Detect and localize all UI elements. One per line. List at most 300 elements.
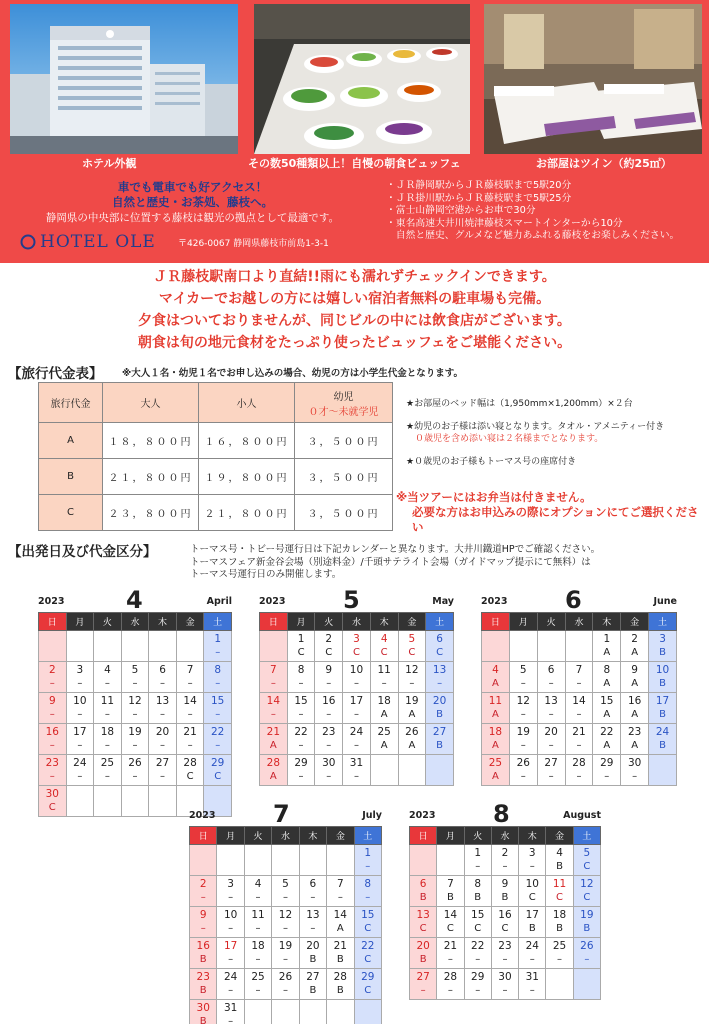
day-number: 29 xyxy=(361,971,375,983)
price-class: – xyxy=(187,709,193,720)
calendar-week xyxy=(39,662,232,693)
day-number: 30 xyxy=(627,757,642,769)
price-class: – xyxy=(104,678,110,689)
day-number: 1 xyxy=(603,633,611,645)
calendar-week xyxy=(260,693,454,724)
day-number: 7 xyxy=(575,664,583,676)
price-code: B xyxy=(39,459,103,495)
day-number: 24 xyxy=(349,726,364,738)
day-number: 20 xyxy=(544,726,558,738)
calendar-day xyxy=(121,662,149,693)
calendar-day xyxy=(398,631,426,662)
price-class: – xyxy=(353,678,359,689)
calendar-day xyxy=(121,786,149,817)
day-number: 13 xyxy=(432,664,447,676)
price-class: – xyxy=(520,740,526,751)
calendar-year: 2023 xyxy=(259,596,286,607)
price-class: – xyxy=(132,709,138,720)
calendar-day xyxy=(66,662,94,693)
day-number: 28 xyxy=(266,757,281,769)
note-bed: ★お部屋のベッド幅は（1,950mm×1,200mm）×２台 xyxy=(406,399,633,409)
day-number: 25 xyxy=(552,940,567,952)
calendar-day xyxy=(121,693,149,724)
calendar-week xyxy=(260,724,454,755)
calendar-day xyxy=(327,907,354,938)
calendar-day xyxy=(299,907,326,938)
day-number: 23 xyxy=(196,971,210,983)
calendar-day xyxy=(546,969,573,1000)
day-number: 2 xyxy=(199,878,207,890)
weekday-header: 月 xyxy=(217,827,244,845)
price-class: B xyxy=(336,985,344,996)
calendar-day xyxy=(190,907,217,938)
day-number: 10 xyxy=(349,664,364,676)
day-number: 10 xyxy=(73,695,87,707)
calendar-day xyxy=(176,693,204,724)
price-class: – xyxy=(576,709,582,720)
price-class: A xyxy=(492,709,499,720)
calendar-day xyxy=(649,693,677,724)
calendar-week xyxy=(190,1000,382,1024)
day-number: 18 xyxy=(552,909,567,921)
day-number: 15 xyxy=(361,909,375,921)
calendar-week xyxy=(39,724,232,755)
calendar-day xyxy=(354,938,381,969)
day-number: 21 xyxy=(333,940,347,952)
calendar-day xyxy=(354,969,381,1000)
price-class: B xyxy=(659,740,666,751)
day-number: 30 xyxy=(498,971,512,983)
day-number: 15 xyxy=(294,695,308,707)
day-number: 20 xyxy=(306,940,320,952)
calendar-day xyxy=(565,693,593,724)
calendar-day xyxy=(573,938,600,969)
calendar-day xyxy=(573,876,600,907)
price-class: C xyxy=(325,647,333,658)
price-class: A xyxy=(603,678,611,689)
intro-line-3: 静岡県の中央部に位置する藤枝は観光の拠点として最適です。 xyxy=(45,212,340,224)
price-class: – xyxy=(270,709,276,720)
day-number: 27 xyxy=(306,971,320,983)
calendar-week xyxy=(410,845,601,876)
day-number: 5 xyxy=(282,878,289,890)
day-number: 20 xyxy=(432,695,447,707)
price-class: A xyxy=(269,740,277,751)
day-number: 4 xyxy=(492,664,499,676)
calendar-week xyxy=(39,755,232,786)
day-number: 6 xyxy=(419,878,427,890)
price-class: – xyxy=(77,709,83,720)
price-class: – xyxy=(604,771,610,782)
calendar-day xyxy=(315,693,343,724)
header-infant-age: ０才～未就学児 xyxy=(308,406,379,418)
calendar-day xyxy=(509,693,537,724)
calendar-day xyxy=(491,938,518,969)
price-class: – xyxy=(282,923,288,934)
price-class: – xyxy=(310,892,316,903)
twin-room-photo xyxy=(484,4,702,154)
weekday-header: 火 xyxy=(537,613,565,631)
calendar-day xyxy=(260,693,288,724)
calendar-day xyxy=(565,662,593,693)
calendar-week xyxy=(482,693,677,724)
price-class: C xyxy=(583,892,591,903)
day-number: 24 xyxy=(655,726,670,738)
hotel-address: 〒426-0067 静岡県藤枝市前島1-3-1 xyxy=(178,239,329,249)
calendar-day xyxy=(327,938,354,969)
day-number: 26 xyxy=(516,757,530,769)
day-number: 12 xyxy=(128,695,142,707)
day-number: 19 xyxy=(278,940,293,952)
calendar-day xyxy=(217,969,244,1000)
calendar-day xyxy=(176,631,204,662)
calendar-day xyxy=(272,845,299,876)
calendar-day xyxy=(94,631,122,662)
calendar-day xyxy=(217,876,244,907)
calendar-day xyxy=(94,662,122,693)
price-class: – xyxy=(548,709,554,720)
calendar-day xyxy=(426,755,454,786)
calendar-may xyxy=(259,586,454,786)
calendar-week xyxy=(260,755,454,786)
caption-buffet: その数50種類以上！自慢の朝食ビュッフェ xyxy=(248,157,461,170)
day-number: 24 xyxy=(73,757,87,769)
access-line: ・ＪＲ静岡駅からＪＲ藤枝駅まで5駅20分 xyxy=(386,180,572,191)
price-adult: １８，８００円 xyxy=(103,423,199,459)
price-code: C xyxy=(39,495,103,531)
calendar-month-name: July xyxy=(362,810,382,821)
price-class: – xyxy=(475,954,481,965)
day-number: 11 xyxy=(377,664,391,676)
day-number: 21 xyxy=(266,726,281,738)
calendar-day xyxy=(437,907,464,938)
calendar-week xyxy=(482,755,677,786)
calendar-day xyxy=(593,631,621,662)
weekday-header: 金 xyxy=(176,613,204,631)
day-number: 1 xyxy=(297,633,305,645)
price-class: B xyxy=(659,647,666,658)
day-number: 16 xyxy=(196,940,210,952)
price-class: C xyxy=(364,985,372,996)
calendar-day xyxy=(343,755,371,786)
day-number: 22 xyxy=(211,726,225,738)
price-class: C xyxy=(352,647,360,658)
day-number: 23 xyxy=(322,726,336,738)
price-class: A xyxy=(336,923,344,934)
calendar-day xyxy=(398,755,426,786)
calendar-day xyxy=(327,845,354,876)
price-class: C xyxy=(408,647,416,658)
calendar-day xyxy=(272,969,299,1000)
calendar-day xyxy=(426,724,454,755)
calendar-day xyxy=(398,693,426,724)
price-class: C xyxy=(436,647,444,658)
day-number: 29 xyxy=(294,757,308,769)
price-class: C xyxy=(419,923,427,934)
dates-note xyxy=(190,544,600,582)
hotel-exterior-photo xyxy=(10,4,238,154)
price-class: – xyxy=(632,771,638,782)
calendar-day xyxy=(519,938,546,969)
day-number: 6 xyxy=(436,633,443,645)
calendar-day xyxy=(204,724,232,755)
calendar-day xyxy=(260,755,288,786)
calendar-july xyxy=(189,800,382,1024)
day-number: 17 xyxy=(73,726,87,738)
calendar-day xyxy=(410,876,437,907)
day-number: 25 xyxy=(488,757,503,769)
day-number: 8 xyxy=(603,664,611,676)
calendar-day xyxy=(649,631,677,662)
calendar-week xyxy=(190,938,382,969)
day-number: 26 xyxy=(278,971,293,983)
calendar-week xyxy=(482,662,677,693)
calendar-week xyxy=(410,969,601,1000)
calendar-day xyxy=(299,845,326,876)
price-class: – xyxy=(160,740,166,751)
calendar-day xyxy=(464,938,491,969)
day-number: 8 xyxy=(364,878,372,890)
calendar-day xyxy=(370,662,398,693)
price-class: C xyxy=(48,802,56,813)
calendar-month-number: 6 xyxy=(565,586,582,614)
calendar-day xyxy=(217,845,244,876)
day-number: 8 xyxy=(214,664,222,676)
day-number: 30 xyxy=(322,757,336,769)
calendar-day xyxy=(370,755,398,786)
calendar-day xyxy=(509,755,537,786)
calendar-week xyxy=(39,631,232,662)
calendar-month-name: May xyxy=(432,596,454,607)
calendar-day xyxy=(410,938,437,969)
day-number: 27 xyxy=(416,971,430,983)
weekday-header: 日 xyxy=(482,613,510,631)
day-number: 10 xyxy=(655,664,670,676)
header-adult: 大人 xyxy=(103,383,199,423)
day-number: 14 xyxy=(572,695,586,707)
calendar-day xyxy=(94,755,122,786)
weekday-header: 月 xyxy=(287,613,315,631)
price-class: B xyxy=(436,740,444,751)
calendar-day xyxy=(66,693,94,724)
hotel-name: HOTEL OLE xyxy=(40,232,156,252)
calendar-day xyxy=(121,755,149,786)
price-class: A xyxy=(492,740,499,751)
day-number: 18 xyxy=(488,726,503,738)
calendar-day xyxy=(426,662,454,693)
price-class: – xyxy=(576,740,582,751)
price-class: – xyxy=(557,954,563,965)
price-class: – xyxy=(49,678,55,689)
day-number: 4 xyxy=(380,633,388,645)
weekday-header: 金 xyxy=(546,827,573,845)
day-number: 29 xyxy=(600,757,614,769)
calendar-day xyxy=(272,876,299,907)
price-class: B xyxy=(556,923,563,934)
calendar-day xyxy=(244,938,271,969)
calendar-day xyxy=(299,969,326,1000)
day-number: 22 xyxy=(600,726,614,738)
day-number: 27 xyxy=(544,757,558,769)
calendar-month-name: June xyxy=(653,596,677,607)
price-infant: ３，５００円 xyxy=(295,495,393,531)
price-class: – xyxy=(255,892,261,903)
price-class: A xyxy=(492,771,499,782)
hotel-logo xyxy=(20,232,156,252)
calendar-day xyxy=(343,693,371,724)
price-class: – xyxy=(77,771,83,782)
calendar-day xyxy=(204,631,232,662)
note-seat: ★０歳児のお子様もトーマス号の座席付き xyxy=(406,456,577,467)
price-class: B xyxy=(446,892,454,903)
price-class: A xyxy=(492,678,499,689)
day-number: 11 xyxy=(488,695,503,707)
day-number: 17 xyxy=(655,695,670,707)
calendar-day xyxy=(217,907,244,938)
price-class: – xyxy=(475,861,481,872)
price-class: A xyxy=(380,709,388,720)
calendar-day xyxy=(204,755,232,786)
price-class: – xyxy=(337,892,343,903)
intro-text xyxy=(0,180,385,226)
day-number: 1 xyxy=(214,633,222,645)
day-number: 5 xyxy=(583,847,591,859)
weekday-header: 木 xyxy=(299,827,326,845)
day-number: 3 xyxy=(353,633,360,645)
price-class: A xyxy=(631,678,639,689)
dates-section-title: 【出発日及び代金区分】 xyxy=(8,544,157,560)
day-number: 16 xyxy=(627,695,642,707)
calendar-month-number: 7 xyxy=(273,800,290,828)
weekday-header: 火 xyxy=(315,613,343,631)
day-number: 2 xyxy=(631,633,638,645)
weekday-header: 水 xyxy=(343,613,371,631)
calendar-year: 2023 xyxy=(38,596,65,607)
calendar-day xyxy=(204,662,232,693)
calendar-day xyxy=(546,845,573,876)
day-number: 11 xyxy=(552,878,567,890)
price-class: – xyxy=(104,709,110,720)
day-number: 16 xyxy=(45,726,59,738)
price-class: – xyxy=(215,740,221,751)
price-class: – xyxy=(548,678,554,689)
day-number: 21 xyxy=(572,726,586,738)
weekday-header: 土 xyxy=(354,827,381,845)
calendar-day xyxy=(410,907,437,938)
weekday-header: 木 xyxy=(519,827,546,845)
day-number: 9 xyxy=(501,878,509,890)
calendar-day xyxy=(437,969,464,1000)
calendar-day xyxy=(621,662,649,693)
day-number: 4 xyxy=(556,847,563,859)
calendar-day xyxy=(593,693,621,724)
price-class: – xyxy=(548,771,554,782)
day-number: 15 xyxy=(600,695,614,707)
calendar-day xyxy=(204,693,232,724)
price-class: A xyxy=(603,709,611,720)
calendar-day xyxy=(217,938,244,969)
day-number: 10 xyxy=(525,878,539,890)
price-class: C xyxy=(528,892,536,903)
price-class: – xyxy=(255,923,261,934)
feature-text xyxy=(0,266,709,354)
price-class: – xyxy=(326,678,332,689)
price-class: – xyxy=(326,709,332,720)
day-number: 4 xyxy=(254,878,262,890)
calendar-day xyxy=(546,938,573,969)
price-class: – xyxy=(520,709,526,720)
calendar-day xyxy=(343,631,371,662)
day-number: 6 xyxy=(159,664,166,676)
weekday-header: 月 xyxy=(509,613,537,631)
price-class: B xyxy=(419,954,427,965)
day-number: 17 xyxy=(525,909,539,921)
header-child: 小人 xyxy=(199,383,295,423)
calendar-week xyxy=(410,876,601,907)
access-line: ・ＪＲ掛川駅からＪＲ藤枝駅まで5駅25分 xyxy=(386,192,572,204)
calendar-day xyxy=(649,755,677,786)
day-number: 18 xyxy=(251,940,265,952)
day-number: 8 xyxy=(297,664,305,676)
dates-note-line: トーマス号運行日のみ開催します。 xyxy=(190,569,342,580)
calendar-day xyxy=(546,907,573,938)
price-class: – xyxy=(228,923,234,934)
day-number: 22 xyxy=(361,940,375,952)
calendar-day xyxy=(190,938,217,969)
price-class: B xyxy=(436,709,444,720)
calendar-day xyxy=(343,724,371,755)
day-number: 19 xyxy=(405,695,419,707)
calendar-day xyxy=(149,755,177,786)
calendar-day xyxy=(190,969,217,1000)
day-number: 12 xyxy=(516,695,530,707)
price-class: – xyxy=(132,678,138,689)
price-class: – xyxy=(282,985,288,996)
calendar-august xyxy=(409,800,601,1000)
access-line: ・東名高速大井川焼津藤枝スマートインターから10分 xyxy=(386,217,623,229)
calendar-day xyxy=(621,724,649,755)
calendar-day xyxy=(149,724,177,755)
weekday-header: 月 xyxy=(66,613,94,631)
calendar-day xyxy=(39,693,67,724)
price-class: – xyxy=(132,740,138,751)
calendar-year: 2023 xyxy=(409,810,436,821)
price-class: – xyxy=(365,892,371,903)
price-class: B xyxy=(199,985,207,996)
day-number: 26 xyxy=(128,757,142,769)
table-row xyxy=(39,423,393,459)
day-number: 15 xyxy=(211,695,225,707)
day-number: 28 xyxy=(183,757,197,769)
calendar-day xyxy=(66,755,94,786)
price-class: B xyxy=(199,1016,207,1024)
price-class: A xyxy=(408,740,416,751)
day-number: 31 xyxy=(349,757,364,769)
calendar-day xyxy=(244,907,271,938)
calendar-day xyxy=(94,693,122,724)
day-number: 11 xyxy=(100,695,115,707)
calendar-day xyxy=(482,693,510,724)
calendar-week xyxy=(482,631,677,662)
price-class: – xyxy=(215,678,221,689)
calendar-day xyxy=(426,631,454,662)
day-number: 31 xyxy=(223,1002,238,1014)
day-number: 16 xyxy=(322,695,336,707)
calendar-day xyxy=(190,845,217,876)
calendar-day xyxy=(491,845,518,876)
price-class: B xyxy=(419,892,427,903)
day-number: 6 xyxy=(547,664,555,676)
